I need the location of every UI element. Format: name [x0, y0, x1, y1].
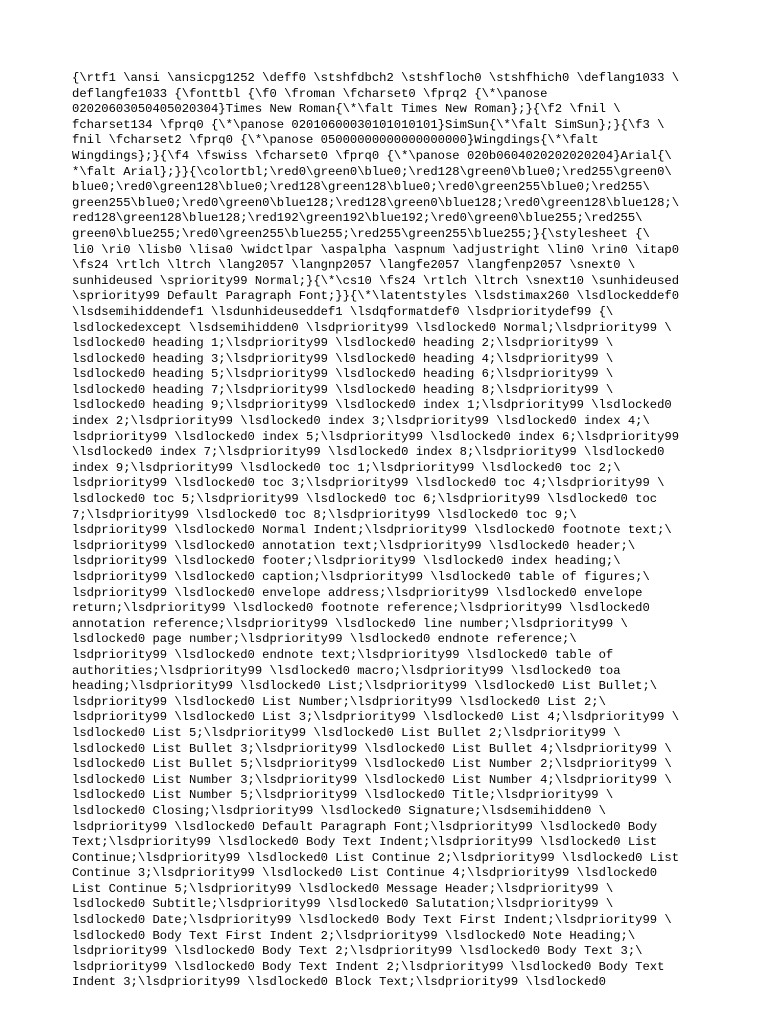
text-line: lsdlocked0 List Bullet 5;\lsdpriority99 \lsdlocked0 List Number 2;\lsdpriority99 \	[72, 757, 672, 772]
text-line: fnil \fcharset2 \fprq0 {\*\panose 05000000000000000000}Wingdings{\*\falt	[72, 133, 599, 148]
text-line: \lsdlocked0 index 7;\lsdpriority99 \lsdlocked0 index 8;\lsdpriority99 \lsdlocked0	[72, 445, 665, 460]
text-line: lsdpriority99 \lsdlocked0 List Number;\lsdpriority99 \lsdlocked0 List 2;\	[72, 694, 606, 709]
text-line: lsdpriority99 \lsdlocked0 toc 3;\lsdpriority99 \lsdlocked0 toc 4;\lsdpriority99 \	[72, 476, 665, 491]
text-line: index 9;\lsdpriority99 \lsdlocked0 toc 1;\lsdpriority99 \lsdlocked0 toc 2;\	[72, 460, 621, 475]
text-line: \spriority99 Default Paragraph Font;}}{\*\latentstyles \lsdstimax260 \lsdlockeddef0	[72, 289, 680, 304]
text-line: lsdlocked0 Closing;\lsdpriority99 \lsdlocked0 Signature;\lsdsemihidden0 \	[72, 803, 606, 818]
text-line: lsdpriority99 \lsdlocked0 envelope address;\lsdpriority99 \lsdlocked0 envelope	[72, 585, 643, 600]
text-line: lsdpriority99 \lsdlocked0 Body Text Indent 2;\lsdpriority99 \lsdlocked0 Body Text	[72, 959, 665, 974]
text-line: Continue 3;\lsdpriority99 \lsdlocked0 List Continue 4;\lsdpriority99 \lsdlocked0	[72, 866, 658, 881]
text-line: li0 \ri0 \lisb0 \lisa0 \widctlpar \aspalpha \aspnum \adjustright \lin0 \rin0 \itap0	[72, 242, 680, 257]
text-line: fcharset134 \fprq0 {\*\panose 02010600030101010101}SimSun{\*\falt SimSun};}{\f3 \	[72, 117, 665, 132]
text-line: 7;\lsdpriority99 \lsdlocked0 toc 8;\lsdpriority99 \lsdlocked0 toc 9;\	[72, 507, 577, 522]
text-line: lsdpriority99 \lsdlocked0 caption;\lsdpriority99 \lsdlocked0 table of figures;\	[72, 570, 650, 584]
text-line: {\rtf1 \ansi \ansicpg1252 \deff0 \stshfdbch2 \stshfloch0 \stshfhich0 \deflang1033 \	[72, 71, 680, 85]
text-line: *\falt Arial};}}{\colortbl;\red0\green0\blue0;\red128\green0\blue0;\red255\green0\	[72, 164, 672, 179]
text-line: List Continue 5;\lsdpriority99 \lsdlocked0 Message Header;\lsdpriority99 \	[72, 881, 614, 896]
text-line: lsdpriority99 \lsdlocked0 endnote text;\lsdpriority99 \lsdlocked0 table of	[72, 647, 614, 662]
text-line: \fs24 \rtlch \ltrch \lang2057 \langnp2057 \langfe2057 \langfenp2057 \snext0 \	[72, 258, 636, 273]
text-line: lsdlocked0 heading 9;\lsdpriority99 \lsdlocked0 index 1;\lsdpriority99 \lsdlocked0	[72, 398, 672, 413]
text-line: Continue;\lsdpriority99 \lsdlocked0 List Continue 2;\lsdpriority99 \lsdlocked0 List	[72, 850, 680, 865]
text-line: lsdlocked0 toc 5;\lsdpriority99 \lsdlocked0 toc 6;\lsdpriority99 \lsdlocked0 toc	[72, 492, 658, 507]
text-line: lsdlocked0 heading 3;\lsdpriority99 \lsdlocked0 heading 4;\lsdpriority99 \	[72, 351, 614, 366]
text-line: lsdlocked0 Date;\lsdpriority99 \lsdlocked0 Body Text First Indent;\lsdpriority99 \	[72, 913, 672, 928]
text-line: green0\blue255;\red0\green255\blue255;\red255\green255\blue255;}{\stylesheet {\	[72, 226, 650, 241]
text-line: lsdlocked0 List Number 5;\lsdpriority99 \lsdlocked0 Title;\lsdpriority99 \	[72, 788, 614, 803]
text-line: 02020603050405020304}Times New Roman{\*\falt Times New Roman};}{\f2 \fnil \	[72, 102, 621, 117]
text-line: lsdlocked0 heading 7;\lsdpriority99 \lsdlocked0 heading 8;\lsdpriority99 \	[72, 382, 614, 397]
text-line: heading;\lsdpriority99 \lsdlocked0 List;\lsdpriority99 \lsdlocked0 List Bullet;\	[72, 679, 658, 694]
text-line: lsdlocked0 Body Text First Indent 2;\lsdpriority99 \lsdlocked0 Note Heading;\	[72, 928, 636, 943]
text-line: \lsdsemihiddendef1 \lsdunhideuseddef1 \lsdqformatdef0 \lsdprioritydef99 {\	[72, 304, 614, 319]
text-line: lsdpriority99 \lsdlocked0 footer;\lsdpriority99 \lsdlocked0 index heading;\	[72, 554, 621, 569]
text-line: lsdpriority99 \lsdlocked0 Body Text 2;\lsdpriority99 \lsdlocked0 Body Text 3;\	[72, 944, 643, 959]
text-line: Text;\lsdpriority99 \lsdlocked0 Body Text Indent;\lsdpriority99 \lsdlocked0 List	[72, 835, 658, 850]
text-line: lsdlocked0 Subtitle;\lsdpriority99 \lsdlocked0 Salutation;\lsdpriority99 \	[72, 897, 614, 912]
text-line: lsdpriority99 \lsdlocked0 List 3;\lsdpriority99 \lsdlocked0 List 4;\lsdpriority99 \	[72, 710, 680, 725]
text-line: return;\lsdpriority99 \lsdlocked0 footnote reference;\lsdpriority99 \lsdlocked0	[72, 601, 650, 616]
text-line: lsdlockedexcept \lsdsemihidden0 \lsdpriority99 \lsdlocked0 Normal;\lsdpriority99 \	[72, 320, 672, 335]
text-line: lsdpriority99 \lsdlocked0 Normal Indent;\lsdpriority99 \lsdlocked0 footnote text;\	[72, 523, 672, 538]
text-line: lsdlocked0 heading 1;\lsdpriority99 \lsdlocked0 heading 2;\lsdpriority99 \	[72, 336, 614, 351]
text-line: blue0;\red0\green128\blue0;\red128\green128\blue0;\red0\green255\blue0;\red255\	[72, 180, 650, 195]
rtf-source-text	[72, 71, 702, 991]
text-line: lsdlocked0 List 5;\lsdpriority99 \lsdlocked0 List Bullet 2;\lsdpriority99 \	[72, 725, 621, 740]
text-line: lsdpriority99 \lsdlocked0 annotation text;\lsdpriority99 \lsdlocked0 header;\	[72, 538, 636, 553]
text-line: green255\blue0;\red0\green0\blue128;\red128\green0\blue128;\red0\green128\blue128;\	[72, 195, 680, 210]
text-line: deflangfe1033 {\fonttbl {\f0 \froman \fcharset0 \fprq2 {\*\panose	[72, 86, 548, 101]
text-line: lsdpriority99 \lsdlocked0 Default Paragraph Font;\lsdpriority99 \lsdlocked0 Body	[72, 819, 658, 834]
text-line: lsdlocked0 List Number 3;\lsdpriority99 \lsdlocked0 List Number 4;\lsdpriority99 \	[72, 772, 672, 787]
text-line: lsdlocked0 heading 5;\lsdpriority99 \lsdlocked0 heading 6;\lsdpriority99 \	[72, 367, 614, 382]
text-line: red128\green128\blue128;\red192\green192\blue192;\red0\green0\blue255;\red255\	[72, 211, 643, 226]
text-line: lsdlocked0 page number;\lsdpriority99 \lsdlocked0 endnote reference;\	[72, 632, 577, 647]
text-line: annotation reference;\lsdpriority99 \lsdlocked0 line number;\lsdpriority99 \	[72, 616, 628, 631]
text-line: authorities;\lsdpriority99 \lsdlocked0 macro;\lsdpriority99 \lsdlocked0 toa	[72, 663, 621, 678]
text-line: Wingdings};}{\f4 \fswiss \fcharset0 \fprq0 {\*\panose 020b0604020202020204}Arial{\	[72, 148, 672, 163]
text-line: lsdpriority99 \lsdlocked0 index 5;\lsdpriority99 \lsdlocked0 index 6;\lsdpriority99	[72, 429, 680, 444]
text-line: Indent 3;\lsdpriority99 \lsdlocked0 Block Text;\lsdpriority99 \lsdlocked0	[72, 975, 606, 990]
text-line: index 2;\lsdpriority99 \lsdlocked0 index 3;\lsdpriority99 \lsdlocked0 index 4;\	[72, 414, 650, 429]
text-line: lsdlocked0 List Bullet 3;\lsdpriority99 \lsdlocked0 List Bullet 4;\lsdpriority99 \	[72, 741, 672, 756]
text-line: sunhideused \spriority99 Normal;}{\*\cs10 \fs24 \rtlch \ltrch \snext10 \sunhideused	[72, 273, 680, 288]
